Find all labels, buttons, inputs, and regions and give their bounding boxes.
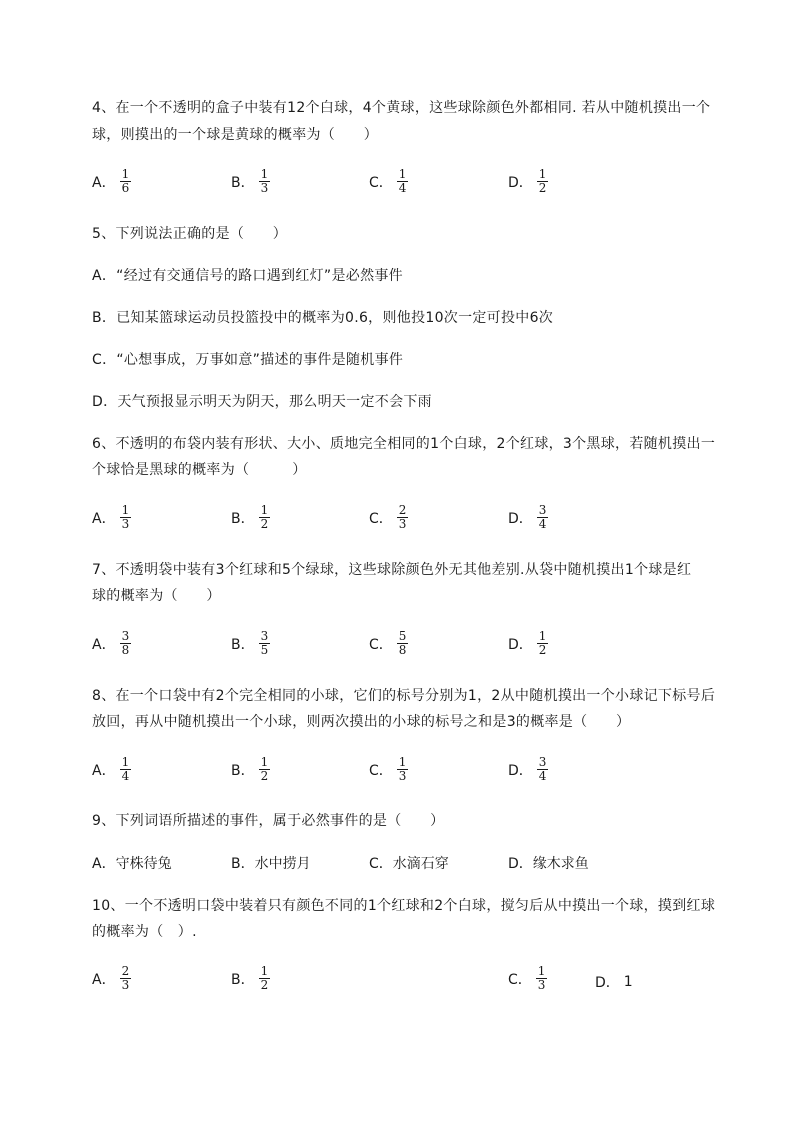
q10-option-d: D． 1 xyxy=(595,974,633,991)
q4-stem-line-2: 球，则摸出的一个球是黄球的概率为（ ） xyxy=(92,127,378,143)
q10-option-b: B． $\frac{1}{2}$ xyxy=(231,964,269,992)
fraction: $\frac{1}{4}$ xyxy=(398,167,407,195)
fraction: $\frac{3}{5}$ xyxy=(260,629,269,657)
q7-option-d: D． $\frac{1}{2}$ xyxy=(508,629,547,657)
q7-option-a: A． $\frac{3}{8}$ xyxy=(92,629,130,657)
q5-option-b: B．已知某篮球运动员投篮投中的概率为0.6，则他投10次一定可投中6次 xyxy=(92,310,554,326)
q4-option-a: A． $\frac{1}{6}$ xyxy=(92,167,130,195)
q5-stem: 5、下列说法正确的是（ ） xyxy=(92,226,288,242)
fraction: $\frac{1}{2}$ xyxy=(538,629,547,657)
q4-option-b: B． $\frac{1}{3}$ xyxy=(231,167,269,195)
fraction: $\frac{1}{2}$ xyxy=(260,964,269,992)
fraction: $\frac{2}{3}$ xyxy=(121,964,130,992)
q8-option-c: C． $\frac{1}{3}$ xyxy=(369,755,407,783)
q10-stem-line-2: 的概率为（ ）. xyxy=(92,924,197,940)
q8-stem-line-1: 8、在一个口袋中有2个完全相同的小球，它们的标号分别为1，2从中随机摸出一个小球记下标号后 xyxy=(92,688,716,704)
fraction: $\frac{2}{3}$ xyxy=(398,503,407,531)
fraction: $\frac{1}{3}$ xyxy=(260,167,269,195)
q10-option-a: A． $\frac{2}{3}$ xyxy=(92,964,130,992)
fraction: $\frac{1}{3}$ xyxy=(121,503,130,531)
q6-option-c: C． $\frac{2}{3}$ xyxy=(369,503,407,531)
q8-option-a: A． $\frac{1}{4}$ xyxy=(92,755,130,783)
q7-option-c: C． $\frac{5}{8}$ xyxy=(369,629,407,657)
q10-stem-line-1: 10、一个不透明口袋中装着只有颜色不同的1个红球和2个白球，搅匀后从中摸出一个球，摸到红球 xyxy=(92,898,716,914)
q6-option-b: B． $\frac{1}{2}$ xyxy=(231,503,269,531)
fraction: $\frac{1}{4}$ xyxy=(121,755,130,783)
q9-option-b: B．水中捞月 xyxy=(231,856,311,872)
q5-option-c: C．“心想事成，万事如意”描述的事件是随机事件 xyxy=(92,352,404,368)
q8-stem-line-2: 放回，再从中随机摸出一个小球，则两次摸出的小球的标号之和是3的概率是（ ） xyxy=(92,714,631,730)
q4-option-c: C． $\frac{1}{4}$ xyxy=(369,167,407,195)
q4-option-d: D． $\frac{1}{2}$ xyxy=(508,167,547,195)
q9-option-a: A．守株待兔 xyxy=(92,856,172,872)
q8-option-d: D． $\frac{3}{4}$ xyxy=(508,755,547,783)
fraction: $\frac{1}{2}$ xyxy=(538,167,547,195)
q7-stem-line-1: 7、不透明袋中装有3个红球和5个绿球，这些球除颜色外无其他差别.从袋中随机摸出1个球是红 xyxy=(92,562,692,578)
q9-stem: 9、下列词语所描述的事件，属于必然事件的是（ ） xyxy=(92,813,445,829)
q5-option-d: D．天气预报显示明天为阴天，那么明天一定不会下雨 xyxy=(92,394,432,410)
q5-option-a: A．“经过有交通信号的路口遇到红灯”是必然事件 xyxy=(92,268,403,284)
fraction: $\frac{3}{8}$ xyxy=(121,629,130,657)
q7-stem-line-2: 球的概率为（ ） xyxy=(92,588,221,604)
fraction: $\frac{1}{6}$ xyxy=(121,167,130,195)
q9-option-d: D．缘木求鱼 xyxy=(508,856,589,872)
q8-option-b: B． $\frac{1}{2}$ xyxy=(231,755,269,783)
q6-option-a: A． $\frac{1}{3}$ xyxy=(92,503,130,531)
q6-stem-line-1: 6、不透明的布袋内装有形状、大小、质地完全相同的1个白球，2个红球，3个黑球，若随机摸出一 xyxy=(92,436,716,452)
fraction: $\frac{3}{4}$ xyxy=(538,755,547,783)
fraction: $\frac{3}{4}$ xyxy=(538,503,547,531)
q9-option-c: C．水滴石穿 xyxy=(369,856,449,872)
option-value: 1 xyxy=(623,974,633,990)
q7-option-b: B． $\frac{3}{5}$ xyxy=(231,629,269,657)
q4-stem-line-1: 4、在一个不透明的盒子中装有12个白球，4个黄球，这些球除颜色外都相同. 若从中随机摸出一个 xyxy=(92,100,711,116)
q6-stem-line-2: 个球恰是黑球的概率为（ ） xyxy=(92,462,307,478)
fraction: $\frac{1}{2}$ xyxy=(260,755,269,783)
q10-option-c: C． $\frac{1}{3}$ xyxy=(508,964,546,992)
q6-option-d: D． $\frac{3}{4}$ xyxy=(508,503,547,531)
fraction: $\frac{1}{2}$ xyxy=(260,503,269,531)
fraction: $\frac{1}{3}$ xyxy=(398,755,407,783)
fraction: $\frac{5}{8}$ xyxy=(398,629,407,657)
fraction: $\frac{1}{3}$ xyxy=(537,964,546,992)
